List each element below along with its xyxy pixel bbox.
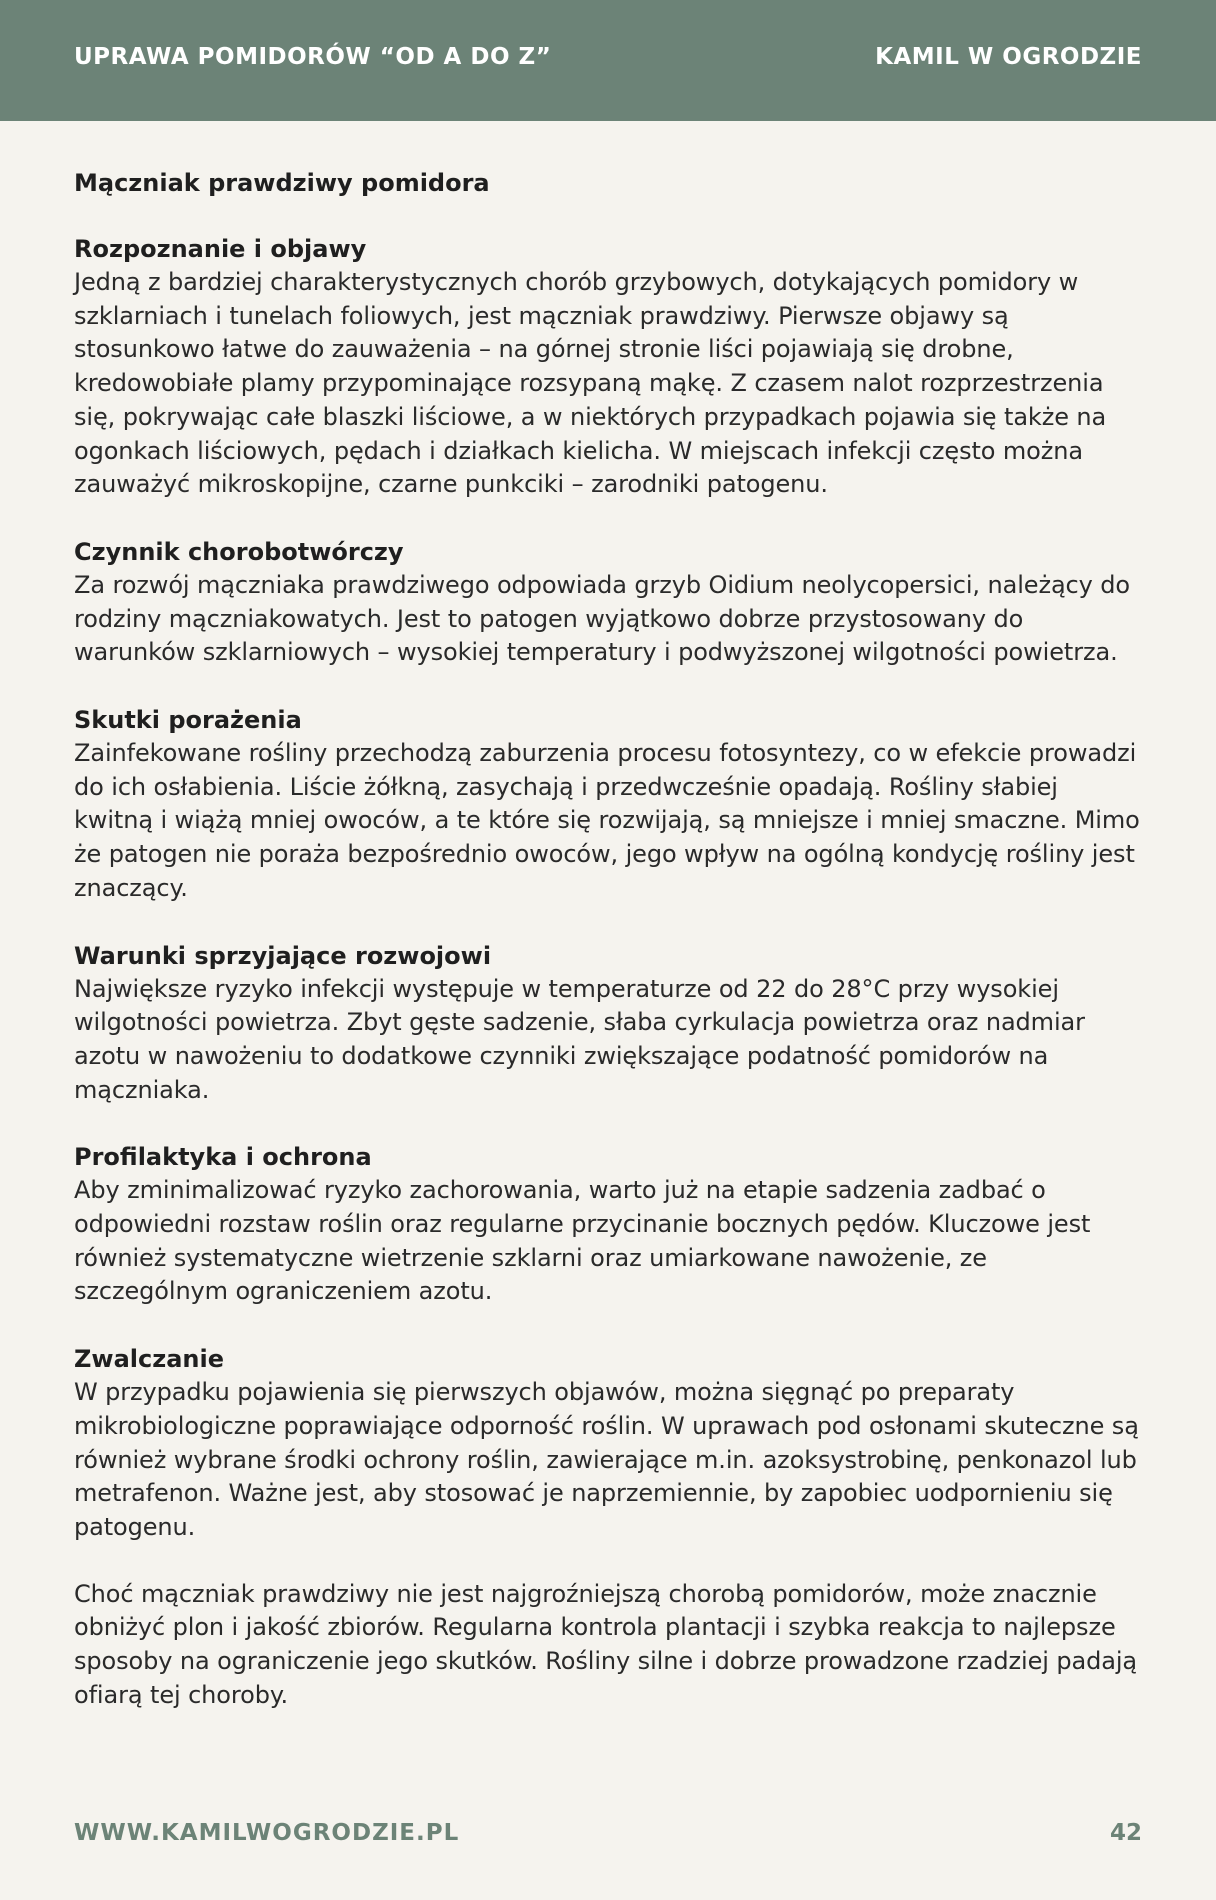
book-title: UPRAWA POMIDORÓW “OD A DO Z” xyxy=(74,44,552,70)
section-body: Aby zminimalizować ryzyko zachorowania, warto już na etapie sadzenia zadbać o odpowiedni rozstaw roślin oraz regularne przycinanie bocznych pędów. Kluczowe jest również systematyczne wietrzenie szklarni oraz umiarkowane nawożenie, ze szczególnym ograniczeniem azotu. xyxy=(74,1176,1091,1306)
section-heading: Warunki sprzyjające rozwojowi xyxy=(74,941,492,970)
section-conditions xyxy=(74,939,1142,1108)
section-control xyxy=(74,1342,1142,1545)
section-heading: Skutki porażenia xyxy=(74,706,302,735)
article-content xyxy=(74,166,1142,1713)
page-header xyxy=(0,0,1216,121)
section-heading: Profilaktyka i ochrona xyxy=(74,1143,372,1172)
section-effects xyxy=(74,703,1142,906)
section-prevention xyxy=(74,1140,1142,1309)
section-heading: Zwalczanie xyxy=(74,1345,224,1374)
section-pathogen xyxy=(74,535,1142,670)
conclusion-paragraph: Choć mączniak prawdziwy nie jest najgroźniejszą chorobą pomidorów, może znacznie obniżyć plon i jakość zbiorów. Regularna kontrola plantacji i szybka reakcja to najlepsze sposoby na ograniczenie jego skutków. Rośliny silne i dobrze prowadzone rzadziej padają ofiarą tej choroby. xyxy=(74,1579,1138,1709)
section-body: W przypadku pojawienia się pierwszych objawów, można sięgnąć po preparaty mikrobiologiczne poprawiające odporność roślin. W uprawach pod osłonami skuteczne są również wybrane środki ochrony roślin, zawierające m.in. azoksystrobinę, penkonazol lub metrafenon. Ważne jest, aby stosować je naprzemiennie, by zapobiec uodpornieniu się patogenu. xyxy=(74,1378,1139,1541)
website-link[interactable]: WWW.KAMILWOGRODZIE.PL xyxy=(74,1820,460,1846)
section-body: Zainfekowane rośliny przechodzą zaburzenia procesu fotosyntezy, co w efekcie prowadzi do ich osłabienia. Liście żółkną, zasychają i przedwcześnie opadają. Rośliny słabiej kwitną i wiążą mniej owoców, a te które się rozwijają, są mniejsze i mniej smaczne. Mimo że patogen nie poraża bezpośrednio owoców, jego wpływ na ogólną kondycję rośliny jest znaczący. xyxy=(74,739,1140,902)
section-body: Jedną z bardziej charakterystycznych chorób grzybowych, dotykających pomidory w szklarniach i tunelach foliowych, jest mączniak prawdziwy. Pierwsze objawy są stosunkowo łatwe do zauważenia – na górnej stronie liści pojawiają się drobne, kredowobiałe plamy przypominające rozsypaną mąkę. Z czasem nalot rozprzestrzenia się, pokrywając całe blaszki liściowe, a w niektórych przypadkach pojawia się także na ogonkach liściowych, pędach i działkach kielicha. W miejscach infekcji często można zauważyć mikroskopijne, czarne punkciki – zarodniki patogenu. xyxy=(74,268,1107,499)
section-body: Za rozwój mączniaka prawdziwego odpowiada grzyb Oidium neolycopersici, należący do rodziny mączniakowatych. Jest to patogen wyjątkowo dobrze przystosowany do warunków szklarniowych – wysokiej temperatury i podwyższonej wilgotności powietrza. xyxy=(74,570,1130,667)
section-heading: Rozpoznanie i objawy xyxy=(74,235,367,263)
section-body: Największe ryzyko infekcji występuje w temperaturze od 22 do 28°C przy wysokiej wilgotności powietrza. Zbyt gęste sadzenie, słaba cyrkulacja powietrza oraz nadmiar azotu w nawożeniu to dodatkowe czynniki zwiększające podatność pomidorów na mączniaka. xyxy=(74,974,1085,1104)
author-name: KAMIL W OGRODZIE xyxy=(875,44,1142,70)
section-recognition xyxy=(74,232,1142,502)
article-title: Mączniak prawdziwy pomidora xyxy=(74,169,490,197)
page-number: 42 xyxy=(1109,1820,1142,1846)
section-heading: Czynnik chorobotwórczy xyxy=(74,537,404,566)
